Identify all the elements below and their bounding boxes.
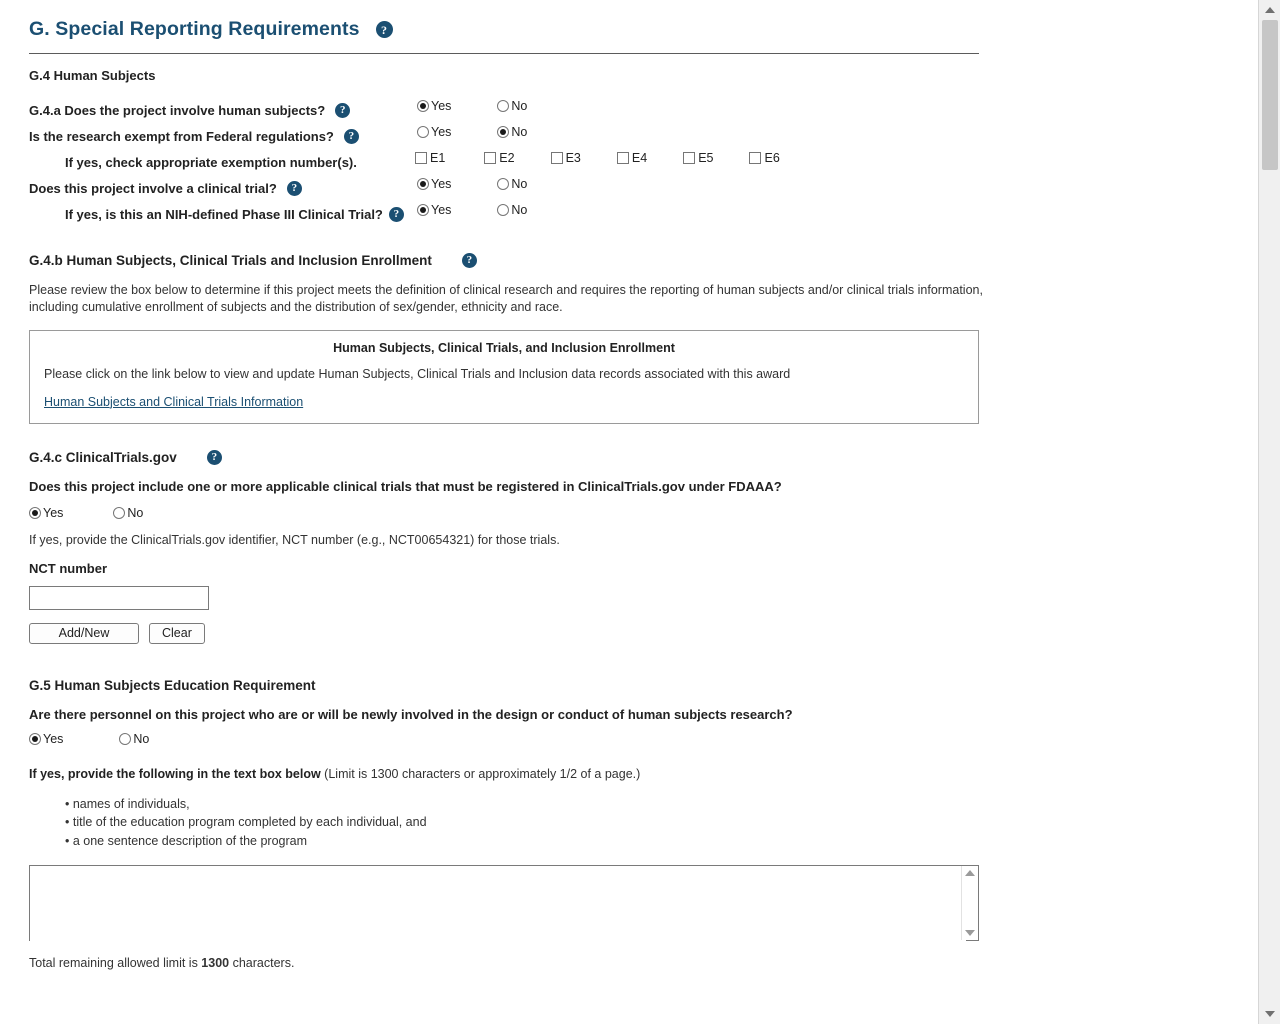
help-icon-phase-iii[interactable]: ?	[389, 207, 404, 222]
radio-dot-icon	[497, 100, 509, 112]
clinical-trial-no-radio[interactable]	[497, 177, 527, 191]
scrollbar-thumb[interactable]	[1262, 20, 1278, 170]
phase-iii-no-radio[interactable]	[497, 203, 527, 217]
g4c-yes-label: Yes	[43, 505, 64, 520]
exemption-checkbox-e2[interactable]	[484, 151, 514, 165]
radio-dot-icon	[417, 178, 429, 190]
clear-button[interactable]: Clear	[149, 623, 205, 644]
exemption-numbers-row	[29, 149, 1210, 175]
help-icon-section[interactable]: ?	[376, 21, 393, 38]
list-item: • a one sentence description of the program	[65, 834, 308, 848]
g5-bullet-list	[29, 795, 1210, 851]
phase-iii-yes-label: Yes	[431, 203, 452, 217]
scroll-down-button[interactable]	[1259, 1004, 1280, 1024]
radio-dot-icon	[29, 507, 41, 519]
exemption-checkbox-e3[interactable]	[551, 151, 581, 165]
g4a-row	[29, 97, 1210, 123]
limit-suffix: characters.	[229, 955, 295, 970]
g4c-question: Does this project include one or more applicable clinical trials that must be registered in ClinicalTrials.gov under FDAAA?	[29, 478, 782, 494]
exemption-instruction: If yes, check appropriate exemption number(s).	[65, 154, 357, 170]
info-box-text: Please click on the link below to view and update Human Subjects, Clinical Trials and Inclusion data records associated with this award	[44, 366, 791, 381]
g5-radio-group	[29, 732, 1210, 746]
human-subjects-clinical-trials-link[interactable]: Human Subjects and Clinical Trials Information	[44, 394, 304, 409]
exempt-label: Is the research exempt from Federal regulations?	[29, 128, 334, 144]
g5-no-label: No	[133, 731, 150, 746]
g5-yes-label: Yes	[43, 731, 64, 746]
checkbox-icon	[683, 152, 695, 164]
list-item: • names of individuals,	[65, 796, 190, 811]
add-new-button[interactable]: Add/New	[29, 623, 139, 644]
clinical-trial-row	[29, 175, 1210, 201]
section-header	[29, 18, 1210, 41]
info-box-title: Human Subjects, Clinical Trials, and Inclusion Enrollment	[333, 340, 675, 355]
g4c-heading-row	[29, 450, 1210, 465]
g5-if-yes-line	[29, 766, 1210, 783]
g5-textarea[interactable]	[30, 866, 966, 944]
phase-iii-label: If yes, is this an NIH-defined Phase III Clinical Trial?	[65, 206, 383, 222]
g5-heading: G.5 Human Subjects Education Requirement	[29, 677, 316, 693]
help-icon-g4b[interactable]: ?	[462, 253, 477, 268]
radio-dot-icon	[29, 733, 41, 745]
radio-dot-icon	[497, 204, 509, 216]
help-icon-exempt[interactable]: ?	[344, 129, 359, 144]
radio-dot-icon	[497, 126, 509, 138]
page-title: G. Special Reporting Requirements	[29, 18, 360, 40]
phase-iii-row	[29, 201, 1210, 227]
exemption-label-e3: E3	[565, 151, 581, 165]
exemption-checkbox-e1[interactable]	[415, 151, 445, 165]
checkbox-icon	[617, 152, 629, 164]
g5-if-yes-rest: (Limit is 1300 characters or approximately 1/2 of a page.)	[320, 766, 641, 781]
chevron-up-icon	[1265, 7, 1275, 13]
page-scrollbar[interactable]	[1258, 0, 1280, 1024]
exemption-label-e4: E4	[631, 151, 648, 165]
exemption-checkbox-e6[interactable]	[749, 151, 779, 165]
g4a-label: G.4.a Does the project involve human subjects?	[29, 102, 326, 118]
radio-dot-icon	[113, 507, 125, 519]
g4a-yes-radio[interactable]	[417, 99, 451, 113]
g5-if-yes-bold: If yes, provide the following in the text box below	[29, 766, 321, 781]
g4c-no-radio[interactable]	[113, 506, 143, 520]
textarea-scrollbar[interactable]	[961, 866, 978, 940]
exemption-label-e6: E6	[764, 151, 780, 165]
g5-no-radio[interactable]	[119, 732, 149, 746]
radio-dot-icon	[417, 204, 429, 216]
g4b-description-line2: including cumulative enrollment of subjects and the distribution of sex/gender, ethnicity and race.	[29, 299, 563, 314]
g4b-description-line1: Please review the box below to determine if this project meets the definition of clinical research and requires the reporting of human subjects and/or clinical trials information,	[29, 283, 983, 297]
phase-iii-no-label: No	[511, 203, 528, 217]
g4a-no-radio[interactable]	[497, 99, 527, 113]
help-icon-g4c[interactable]: ?	[207, 450, 222, 465]
header-divider	[29, 53, 979, 54]
g4a-no-label: No	[511, 99, 528, 113]
checkbox-icon	[415, 152, 427, 164]
g4b-heading-row	[29, 253, 1210, 268]
checkbox-icon	[749, 152, 761, 164]
help-icon-clinical-trial[interactable]: ?	[287, 181, 302, 196]
g5-textarea-wrapper	[29, 865, 979, 941]
clinical-trial-yes-label: Yes	[431, 177, 452, 191]
exempt-yes-label: Yes	[431, 125, 452, 139]
g4a-yes-label: Yes	[431, 99, 452, 113]
exempt-yes-radio[interactable]	[417, 125, 451, 139]
g4c-heading: G.4.c ClinicalTrials.gov	[29, 449, 177, 465]
checkbox-icon	[484, 152, 496, 164]
nct-number-label: NCT number	[29, 560, 107, 576]
help-icon-g4a[interactable]: ?	[335, 103, 350, 118]
g5-yes-radio[interactable]	[29, 732, 63, 746]
chevron-down-icon	[1265, 1011, 1275, 1017]
chevron-up-icon[interactable]	[965, 870, 975, 876]
g4c-radio-group	[29, 506, 1210, 520]
exemption-label-e1: E1	[430, 151, 446, 165]
g4c-no-label: No	[127, 505, 144, 520]
radio-dot-icon	[417, 126, 429, 138]
exempt-no-radio[interactable]	[497, 125, 527, 139]
limit-number: 1300	[201, 955, 230, 970]
phase-iii-yes-radio[interactable]	[417, 203, 451, 217]
clinical-trial-no-label: No	[511, 177, 528, 191]
clinical-trial-label: Does this project involve a clinical trial?	[29, 180, 277, 196]
g5-question: Are there personnel on this project who are or will be newly involved in the design or conduct of human subjects research?	[29, 706, 793, 722]
exemption-label-e5: E5	[698, 151, 714, 165]
scroll-up-button[interactable]	[1259, 0, 1280, 20]
list-item: • title of the education program completed by each individual, and	[65, 815, 427, 830]
human-subjects-info-box	[29, 330, 979, 424]
limit-prefix: Total remaining allowed limit is	[29, 955, 202, 970]
clinical-trial-yes-radio[interactable]	[417, 177, 451, 191]
g4c-instruction: If yes, provide the ClinicalTrials.gov identifier, NCT number (e.g., NCT00654321) for those trials.	[29, 532, 560, 547]
checkbox-icon	[551, 152, 563, 164]
exemption-label-e2: E2	[499, 151, 515, 165]
exemption-checkbox-e5[interactable]	[683, 151, 713, 165]
radio-dot-icon	[497, 178, 509, 190]
g5-character-limit	[29, 955, 1210, 972]
chevron-down-icon[interactable]	[965, 930, 975, 936]
exemption-checkbox-e4[interactable]	[617, 151, 647, 165]
exempt-no-label: No	[511, 125, 528, 139]
radio-dot-icon	[417, 100, 429, 112]
nct-number-input[interactable]	[29, 586, 209, 610]
g4-heading: G.4 Human Subjects	[29, 68, 156, 83]
g4b-heading: G.4.b Human Subjects, Clinical Trials and Inclusion Enrollment	[29, 253, 432, 268]
radio-dot-icon	[119, 733, 131, 745]
g4a-exempt-row	[29, 123, 1210, 149]
g4c-button-row	[29, 623, 1210, 644]
g4c-yes-radio[interactable]	[29, 506, 63, 520]
